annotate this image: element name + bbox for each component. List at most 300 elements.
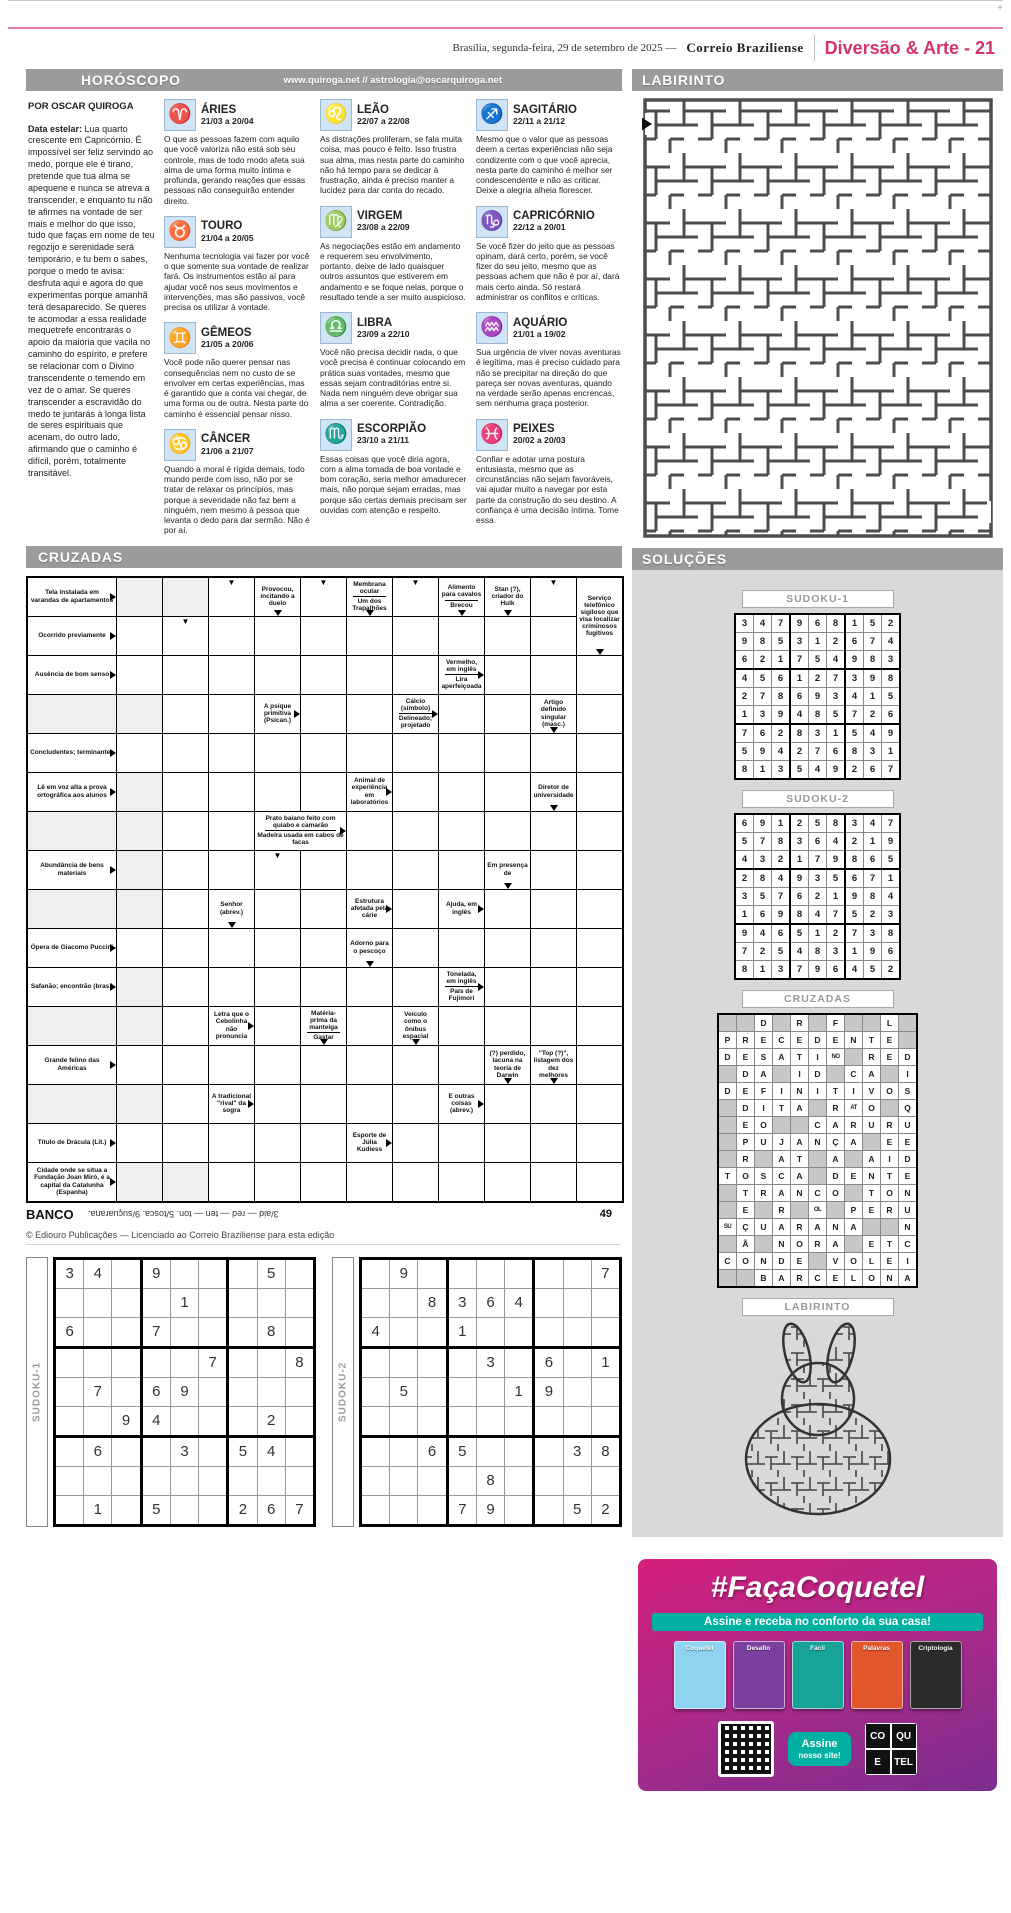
sudoku-cell[interactable] xyxy=(390,1495,418,1525)
crossword-answer-cell[interactable] xyxy=(209,695,254,733)
crossword-answer-cell[interactable] xyxy=(347,1163,392,1201)
sudoku-cell[interactable]: 4 xyxy=(141,1406,170,1436)
crossword-answer-cell[interactable] xyxy=(577,734,622,772)
crossword-answer-cell[interactable] xyxy=(347,812,392,850)
sudoku-cell[interactable]: 4 xyxy=(505,1288,534,1317)
sudoku-cell[interactable] xyxy=(534,1317,563,1347)
sudoku-cell[interactable] xyxy=(591,1317,620,1347)
sudoku-cell[interactable]: 5 xyxy=(390,1377,418,1406)
sudoku-cell[interactable] xyxy=(228,1288,257,1317)
sudoku-cell[interactable] xyxy=(563,1466,591,1495)
crossword-answer-cell[interactable] xyxy=(347,734,392,772)
crossword-answer-cell[interactable] xyxy=(577,1007,622,1045)
crossword-answer-cell[interactable] xyxy=(301,890,346,928)
sudoku-cell[interactable] xyxy=(228,1406,257,1436)
crossword-answer-cell[interactable] xyxy=(163,929,208,967)
sudoku-cell[interactable] xyxy=(199,1436,228,1466)
sudoku-cell[interactable]: 7 xyxy=(285,1495,314,1525)
sudoku-cell[interactable] xyxy=(257,1466,285,1495)
crossword-answer-cell[interactable] xyxy=(255,1163,300,1201)
sudoku-cell[interactable] xyxy=(418,1317,447,1347)
crossword-answer-cell[interactable] xyxy=(301,734,346,772)
sudoku-cell[interactable]: 3 xyxy=(563,1436,591,1466)
crossword-answer-cell[interactable] xyxy=(439,734,484,772)
sudoku-cell[interactable] xyxy=(447,1377,476,1406)
crossword-answer-cell[interactable] xyxy=(393,617,438,655)
crossword-answer-cell[interactable] xyxy=(439,617,484,655)
crossword-answer-cell[interactable] xyxy=(531,812,576,850)
crossword-answer-cell[interactable] xyxy=(531,890,576,928)
sudoku-cell[interactable]: 6 xyxy=(141,1377,170,1406)
sudoku-cell[interactable]: 8 xyxy=(476,1466,504,1495)
crossword-answer-cell[interactable] xyxy=(485,734,530,772)
crossword-answer-cell[interactable] xyxy=(255,851,300,889)
crossword-answer-cell[interactable] xyxy=(117,1046,162,1084)
sudoku-cell[interactable] xyxy=(476,1436,504,1466)
sudoku-cell[interactable]: 4 xyxy=(84,1258,112,1288)
crossword-answer-cell[interactable] xyxy=(577,851,622,889)
sudoku-cell[interactable]: 1 xyxy=(447,1317,476,1347)
sudoku-cell[interactable]: 3 xyxy=(447,1288,476,1317)
crossword-answer-cell[interactable] xyxy=(485,656,530,694)
crossword-answer-cell[interactable] xyxy=(209,812,254,850)
crossword-answer-cell[interactable] xyxy=(163,773,208,811)
crossword-answer-cell[interactable] xyxy=(577,890,622,928)
sudoku-cell[interactable] xyxy=(257,1347,285,1377)
sudoku-cell[interactable] xyxy=(112,1436,141,1466)
crossword-answer-cell[interactable] xyxy=(531,1007,576,1045)
crossword-answer-cell[interactable] xyxy=(163,617,208,655)
sudoku-2-grid[interactable] xyxy=(359,1257,622,1527)
crossword-answer-cell[interactable] xyxy=(347,656,392,694)
crossword-answer-cell[interactable] xyxy=(209,1046,254,1084)
crossword-answer-cell[interactable] xyxy=(531,1085,576,1123)
crossword-answer-cell[interactable] xyxy=(485,1163,530,1201)
sudoku-cell[interactable]: 9 xyxy=(476,1495,504,1525)
crossword-answer-cell[interactable] xyxy=(209,1124,254,1162)
crossword-answer-cell[interactable] xyxy=(393,1085,438,1123)
sudoku-cell[interactable] xyxy=(591,1377,620,1406)
sudoku-cell[interactable]: 5 xyxy=(563,1495,591,1525)
sudoku-cell[interactable]: 2 xyxy=(257,1406,285,1436)
sudoku-cell[interactable] xyxy=(285,1288,314,1317)
sudoku-cell[interactable] xyxy=(534,1258,563,1288)
crossword-answer-cell[interactable] xyxy=(439,1163,484,1201)
sudoku-cell[interactable]: 1 xyxy=(84,1495,112,1525)
crossword-answer-cell[interactable] xyxy=(301,773,346,811)
sudoku-cell[interactable]: 2 xyxy=(228,1495,257,1525)
crossword-answer-cell[interactable] xyxy=(439,929,484,967)
sudoku-cell[interactable] xyxy=(228,1258,257,1288)
crossword-answer-cell[interactable] xyxy=(577,1163,622,1201)
sudoku-cell[interactable] xyxy=(505,1317,534,1347)
sudoku-cell[interactable] xyxy=(418,1406,447,1436)
crossword-answer-cell[interactable] xyxy=(255,773,300,811)
crossword-answer-cell[interactable] xyxy=(347,1007,392,1045)
sudoku-cell[interactable]: 7 xyxy=(199,1347,228,1377)
sudoku-cell[interactable] xyxy=(285,1436,314,1466)
sudoku-cell[interactable] xyxy=(285,1466,314,1495)
crossword-answer-cell[interactable] xyxy=(117,1124,162,1162)
sudoku-cell[interactable] xyxy=(257,1288,285,1317)
crossword-answer-cell[interactable] xyxy=(163,1007,208,1045)
crossword-answer-cell[interactable] xyxy=(393,656,438,694)
sudoku-1-grid[interactable] xyxy=(53,1257,316,1527)
sudoku-cell[interactable]: 6 xyxy=(257,1495,285,1525)
sudoku-cell[interactable]: 9 xyxy=(170,1377,198,1406)
sudoku-cell[interactable] xyxy=(285,1406,314,1436)
sudoku-cell[interactable] xyxy=(418,1377,447,1406)
crossword-answer-cell[interactable] xyxy=(393,1046,438,1084)
sudoku-cell[interactable] xyxy=(534,1495,563,1525)
crossword-answer-cell[interactable] xyxy=(531,578,576,616)
sudoku-cell[interactable] xyxy=(199,1406,228,1436)
sudoku-cell[interactable] xyxy=(141,1288,170,1317)
sudoku-cell[interactable]: 9 xyxy=(112,1406,141,1436)
crossword-answer-cell[interactable] xyxy=(163,890,208,928)
sudoku-cell[interactable] xyxy=(534,1436,563,1466)
crossword-answer-cell[interactable] xyxy=(209,578,254,616)
sudoku-cell[interactable] xyxy=(170,1495,198,1525)
sudoku-cell[interactable]: 4 xyxy=(361,1317,390,1347)
sudoku-cell[interactable] xyxy=(55,1436,84,1466)
crossword-answer-cell[interactable] xyxy=(255,734,300,772)
crossword-answer-cell[interactable] xyxy=(531,1124,576,1162)
crossword-answer-cell[interactable] xyxy=(163,1124,208,1162)
sudoku-cell[interactable]: 6 xyxy=(84,1436,112,1466)
crossword-answer-cell[interactable] xyxy=(393,929,438,967)
crossword-answer-cell[interactable] xyxy=(485,968,530,1006)
sudoku-cell[interactable]: 2 xyxy=(591,1495,620,1525)
crossword-answer-cell[interactable] xyxy=(393,1163,438,1201)
crossword-answer-cell[interactable] xyxy=(301,1085,346,1123)
sudoku-cell[interactable] xyxy=(447,1466,476,1495)
crossword-answer-cell[interactable] xyxy=(255,656,300,694)
sudoku-cell[interactable] xyxy=(361,1466,390,1495)
sudoku-cell[interactable] xyxy=(199,1317,228,1347)
crossword-answer-cell[interactable] xyxy=(301,929,346,967)
crossword-answer-cell[interactable] xyxy=(439,1007,484,1045)
sudoku-cell[interactable] xyxy=(141,1436,170,1466)
sudoku-cell[interactable] xyxy=(534,1406,563,1436)
sudoku-cell[interactable] xyxy=(285,1377,314,1406)
sudoku-cell[interactable] xyxy=(170,1258,198,1288)
sudoku-cell[interactable] xyxy=(476,1317,504,1347)
crossword-answer-cell[interactable] xyxy=(485,812,530,850)
sudoku-cell[interactable]: 7 xyxy=(84,1377,112,1406)
sudoku-cell[interactable]: 1 xyxy=(591,1347,620,1377)
sudoku-cell[interactable] xyxy=(55,1495,84,1525)
sudoku-cell[interactable]: 7 xyxy=(141,1317,170,1347)
crossword-answer-cell[interactable] xyxy=(209,968,254,1006)
crossword-answer-cell[interactable] xyxy=(485,617,530,655)
crossword-answer-cell[interactable] xyxy=(209,929,254,967)
sudoku-cell[interactable] xyxy=(228,1466,257,1495)
crossword-answer-cell[interactable] xyxy=(163,734,208,772)
crossword-answer-cell[interactable] xyxy=(531,968,576,1006)
crossword-answer-cell[interactable] xyxy=(255,1007,300,1045)
coquetel-ad[interactable] xyxy=(638,1559,997,1791)
crossword-answer-cell[interactable] xyxy=(347,617,392,655)
sudoku-cell[interactable] xyxy=(112,1377,141,1406)
sudoku-cell[interactable] xyxy=(447,1406,476,1436)
crossword-answer-cell[interactable] xyxy=(209,1163,254,1201)
sudoku-cell[interactable] xyxy=(141,1466,170,1495)
sudoku-cell[interactable]: 6 xyxy=(534,1347,563,1377)
crossword-answer-cell[interactable] xyxy=(393,890,438,928)
crossword-answer-cell[interactable] xyxy=(577,1085,622,1123)
crossword-answer-cell[interactable] xyxy=(531,929,576,967)
sudoku-cell[interactable] xyxy=(534,1288,563,1317)
crossword-answer-cell[interactable] xyxy=(577,1124,622,1162)
crossword-answer-cell[interactable] xyxy=(347,1085,392,1123)
sudoku-cell[interactable]: 9 xyxy=(141,1258,170,1288)
crossword-answer-cell[interactable] xyxy=(255,890,300,928)
sudoku-cell[interactable] xyxy=(390,1347,418,1377)
sudoku-cell[interactable] xyxy=(563,1406,591,1436)
crossword-answer-cell[interactable] xyxy=(485,1124,530,1162)
crossword-answer-cell[interactable] xyxy=(163,851,208,889)
sudoku-cell[interactable] xyxy=(591,1288,620,1317)
crossword-answer-cell[interactable] xyxy=(209,617,254,655)
crossword-answer-cell[interactable] xyxy=(255,1124,300,1162)
crossword-answer-cell[interactable] xyxy=(347,968,392,1006)
labyrinth-puzzle[interactable] xyxy=(632,91,1003,548)
sudoku-cell[interactable] xyxy=(418,1258,447,1288)
crossword-answer-cell[interactable] xyxy=(163,1085,208,1123)
sudoku-cell[interactable] xyxy=(390,1288,418,1317)
crossword-answer-cell[interactable] xyxy=(301,851,346,889)
sudoku-cell[interactable] xyxy=(170,1466,198,1495)
sudoku-cell[interactable] xyxy=(84,1466,112,1495)
crossword-answer-cell[interactable] xyxy=(439,812,484,850)
crossword-answer-cell[interactable] xyxy=(301,1163,346,1201)
sudoku-cell[interactable] xyxy=(361,1406,390,1436)
sudoku-cell[interactable]: 5 xyxy=(447,1436,476,1466)
crossword-answer-cell[interactable] xyxy=(393,968,438,1006)
sudoku-cell[interactable]: 5 xyxy=(228,1436,257,1466)
sudoku-cell[interactable] xyxy=(228,1317,257,1347)
sudoku-cell[interactable] xyxy=(563,1258,591,1288)
crossword-answer-cell[interactable] xyxy=(485,773,530,811)
crossword-answer-cell[interactable] xyxy=(301,968,346,1006)
crossword-answer-cell[interactable] xyxy=(117,929,162,967)
sudoku-cell[interactable] xyxy=(228,1347,257,1377)
sudoku-cell[interactable] xyxy=(591,1406,620,1436)
sudoku-cell[interactable]: 6 xyxy=(418,1436,447,1466)
sudoku-cell[interactable] xyxy=(170,1406,198,1436)
sudoku-cell[interactable] xyxy=(534,1466,563,1495)
sudoku-cell[interactable] xyxy=(563,1377,591,1406)
sudoku-cell[interactable] xyxy=(84,1288,112,1317)
sudoku-cell[interactable] xyxy=(563,1317,591,1347)
crossword-answer-cell[interactable] xyxy=(117,656,162,694)
sudoku-cell[interactable] xyxy=(418,1495,447,1525)
crossword-answer-cell[interactable] xyxy=(393,812,438,850)
crossword-answer-cell[interactable] xyxy=(301,656,346,694)
crossword-answer-cell[interactable] xyxy=(531,617,576,655)
crossword-answer-cell[interactable] xyxy=(301,695,346,733)
sudoku-cell[interactable]: 8 xyxy=(591,1436,620,1466)
sudoku-cell[interactable]: 8 xyxy=(285,1347,314,1377)
sudoku-cell[interactable] xyxy=(55,1377,84,1406)
sudoku-cell[interactable] xyxy=(112,1495,141,1525)
sudoku-cell[interactable] xyxy=(390,1317,418,1347)
sudoku-cell[interactable] xyxy=(55,1347,84,1377)
sudoku-cell[interactable] xyxy=(170,1317,198,1347)
crossword-answer-cell[interactable] xyxy=(485,1085,530,1123)
crossword-answer-cell[interactable] xyxy=(347,695,392,733)
crossword-answer-cell[interactable] xyxy=(255,968,300,1006)
sudoku-cell[interactable] xyxy=(563,1347,591,1377)
sudoku-cell[interactable]: 4 xyxy=(257,1436,285,1466)
sudoku-cell[interactable] xyxy=(563,1288,591,1317)
crossword-answer-cell[interactable] xyxy=(577,1046,622,1084)
crossword-answer-cell[interactable] xyxy=(393,1124,438,1162)
crossword-answer-cell[interactable] xyxy=(163,968,208,1006)
sudoku-cell[interactable] xyxy=(112,1288,141,1317)
sudoku-cell[interactable]: 7 xyxy=(591,1258,620,1288)
sudoku-cell[interactable] xyxy=(476,1258,504,1288)
crossword-answer-cell[interactable] xyxy=(531,1163,576,1201)
crossword-answer-cell[interactable] xyxy=(531,656,576,694)
sudoku-cell[interactable] xyxy=(141,1347,170,1377)
sudoku-cell[interactable] xyxy=(84,1406,112,1436)
crossword-answer-cell[interactable] xyxy=(577,812,622,850)
sudoku-cell[interactable]: 6 xyxy=(476,1288,504,1317)
sudoku-cell[interactable] xyxy=(418,1347,447,1377)
sudoku-cell[interactable] xyxy=(199,1377,228,1406)
crossword-answer-cell[interactable] xyxy=(255,617,300,655)
sudoku-cell[interactable]: 7 xyxy=(447,1495,476,1525)
sudoku-cell[interactable] xyxy=(84,1317,112,1347)
crossword-answer-cell[interactable] xyxy=(485,890,530,928)
sudoku-cell[interactable]: 1 xyxy=(170,1288,198,1317)
sudoku-cell[interactable] xyxy=(257,1377,285,1406)
crossword-answer-cell[interactable] xyxy=(255,1085,300,1123)
sudoku-cell[interactable]: 5 xyxy=(257,1258,285,1288)
sudoku-cell[interactable] xyxy=(285,1258,314,1288)
sudoku-cell[interactable] xyxy=(361,1495,390,1525)
sudoku-cell[interactable] xyxy=(112,1317,141,1347)
sudoku-cell[interactable] xyxy=(112,1258,141,1288)
crossword-answer-cell[interactable] xyxy=(209,656,254,694)
crossword-answer-cell[interactable] xyxy=(255,929,300,967)
sudoku-cell[interactable] xyxy=(505,1406,534,1436)
crossword-answer-cell[interactable] xyxy=(393,851,438,889)
crossword-answer-cell[interactable] xyxy=(347,1046,392,1084)
crossword-answer-cell[interactable] xyxy=(577,773,622,811)
sudoku-cell[interactable] xyxy=(361,1258,390,1288)
crossword-answer-cell[interactable] xyxy=(163,812,208,850)
crossword-answer-cell[interactable] xyxy=(485,1007,530,1045)
crossword-answer-cell[interactable] xyxy=(393,734,438,772)
crossword-answer-cell[interactable] xyxy=(301,1046,346,1084)
crossword-answer-cell[interactable] xyxy=(255,1046,300,1084)
sudoku-cell[interactable] xyxy=(55,1466,84,1495)
crossword-answer-cell[interactable] xyxy=(393,578,438,616)
sudoku-cell[interactable] xyxy=(505,1258,534,1288)
sudoku-cell[interactable]: 3 xyxy=(55,1258,84,1288)
sudoku-cell[interactable] xyxy=(390,1436,418,1466)
sudoku-cell[interactable] xyxy=(112,1466,141,1495)
crossword-answer-cell[interactable] xyxy=(439,851,484,889)
crossword-answer-cell[interactable] xyxy=(577,968,622,1006)
crossword-answer-cell[interactable] xyxy=(577,656,622,694)
crossword-answer-cell[interactable] xyxy=(439,695,484,733)
sudoku-cell[interactable] xyxy=(476,1377,504,1406)
crossword-answer-cell[interactable] xyxy=(301,617,346,655)
crossword-answer-cell[interactable] xyxy=(393,773,438,811)
sudoku-cell[interactable] xyxy=(505,1347,534,1377)
crossword-answer-cell[interactable] xyxy=(117,617,162,655)
sudoku-cell[interactable]: 8 xyxy=(257,1317,285,1347)
crossword-answer-cell[interactable] xyxy=(209,851,254,889)
sudoku-cell[interactable] xyxy=(55,1406,84,1436)
crossword-answer-cell[interactable] xyxy=(209,734,254,772)
sudoku-cell[interactable]: 8 xyxy=(418,1288,447,1317)
sudoku-cell[interactable]: 5 xyxy=(141,1495,170,1525)
sudoku-cell[interactable] xyxy=(505,1436,534,1466)
crossword-answer-cell[interactable] xyxy=(485,695,530,733)
sudoku-cell[interactable] xyxy=(361,1436,390,1466)
crossword-answer-cell[interactable] xyxy=(485,929,530,967)
sudoku-cell[interactable]: 3 xyxy=(170,1436,198,1466)
crossword-answer-cell[interactable] xyxy=(163,1046,208,1084)
sudoku-cell[interactable] xyxy=(505,1495,534,1525)
sudoku-cell[interactable] xyxy=(390,1406,418,1436)
sudoku-cell[interactable] xyxy=(476,1406,504,1436)
sudoku-cell[interactable] xyxy=(199,1495,228,1525)
sudoku-cell[interactable] xyxy=(390,1466,418,1495)
sudoku-cell[interactable] xyxy=(84,1347,112,1377)
crossword-answer-cell[interactable] xyxy=(577,929,622,967)
sudoku-cell[interactable] xyxy=(447,1258,476,1288)
sudoku-cell[interactable] xyxy=(285,1317,314,1347)
sudoku-cell[interactable] xyxy=(199,1466,228,1495)
crossword-answer-cell[interactable] xyxy=(439,773,484,811)
crossword-answer-cell[interactable] xyxy=(439,1124,484,1162)
sudoku-cell[interactable]: 9 xyxy=(534,1377,563,1406)
sudoku-cell[interactable] xyxy=(199,1288,228,1317)
crossword-answer-cell[interactable] xyxy=(163,656,208,694)
crossword-answer-cell[interactable] xyxy=(577,695,622,733)
sudoku-cell[interactable] xyxy=(170,1347,198,1377)
sudoku-cell[interactable]: 9 xyxy=(390,1258,418,1288)
sudoku-cell[interactable] xyxy=(55,1288,84,1317)
sudoku-cell[interactable] xyxy=(361,1347,390,1377)
crossword-answer-cell[interactable] xyxy=(301,578,346,616)
sudoku-cell[interactable] xyxy=(199,1258,228,1288)
crossword-answer-cell[interactable] xyxy=(531,851,576,889)
sudoku-cell[interactable] xyxy=(505,1466,534,1495)
crossword-answer-cell[interactable] xyxy=(163,695,208,733)
crossword-answer-cell[interactable] xyxy=(439,1046,484,1084)
sudoku-cell[interactable]: 6 xyxy=(55,1317,84,1347)
sudoku-cell[interactable]: 3 xyxy=(476,1347,504,1377)
sudoku-cell[interactable] xyxy=(361,1288,390,1317)
sudoku-cell[interactable] xyxy=(228,1377,257,1406)
subscribe-button[interactable] xyxy=(788,1732,850,1767)
crossword-answer-cell[interactable] xyxy=(209,773,254,811)
sudoku-cell[interactable] xyxy=(112,1347,141,1377)
crossword-answer-cell[interactable] xyxy=(301,1124,346,1162)
crossword-answer-cell[interactable] xyxy=(117,734,162,772)
sudoku-cell[interactable] xyxy=(591,1466,620,1495)
sudoku-cell[interactable] xyxy=(361,1377,390,1406)
crossword-answer-cell[interactable] xyxy=(531,734,576,772)
sudoku-cell[interactable] xyxy=(447,1347,476,1377)
